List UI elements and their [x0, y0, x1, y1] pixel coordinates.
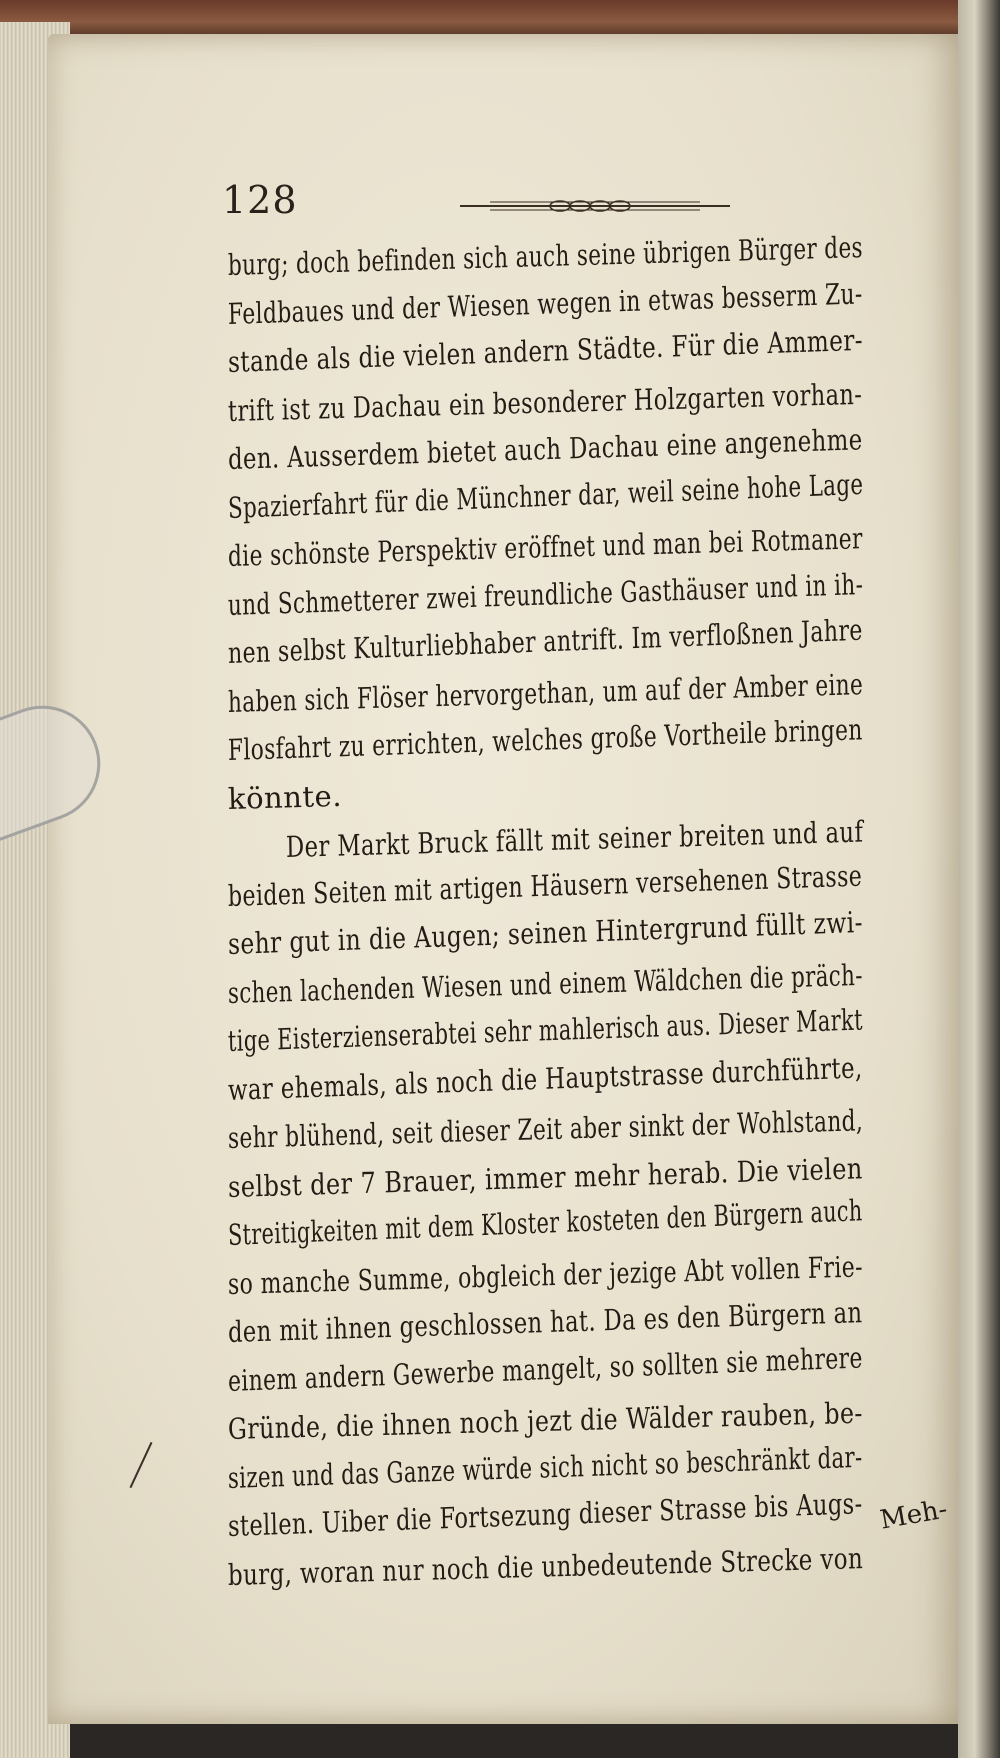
text-line: sehr gut in die Augen; seinen Hintergrund füllt zwi-: [227, 904, 864, 961]
text-line: sehr blühend, seit dieser Zeit aber sinkt der Wohlstand,: [227, 1103, 864, 1155]
text-line: den mit ihnen geschlossen hat. Da es den Bürgern an: [227, 1295, 863, 1349]
text-line: haben sich Flöser hervorgethan, um auf der Amber eine: [227, 666, 864, 719]
text-line: beiden Seiten mit artigen Häusern versehenen Strasse: [227, 858, 863, 913]
text-line: den. Ausserdem bietet auch Dachau eine angenehme: [227, 422, 863, 476]
text-line: Streitigkeiten mit dem Kloster kosteten den Bürgern auch: [227, 1193, 863, 1252]
text-line: sizen und das Ganze würde sich nicht so beschränkt dar-: [227, 1439, 863, 1495]
text-line: schen lachenden Wiesen und einem Wäldchen die präch-: [227, 957, 864, 1010]
text-line: selbst der 7 Brauer, immer mehr herab. Die vielen: [227, 1150, 864, 1204]
text-line: Spazierfahrt für die Münchner dar, weil seine hohe Lage: [227, 466, 864, 525]
text-line: die schönste Perspektiv eröffnet und man bei Rotmaner: [227, 521, 864, 573]
text-line: nen selbst Kulturliebhaber antrift. Im verfloßnen Jahre: [227, 612, 864, 670]
text-line: burg, woran nur noch die unbedeutende Strecke von: [227, 1540, 864, 1592]
text-line: stande als die vielen andern Städte. Für die Ammer-: [227, 322, 864, 379]
text-line: Flosfahrt zu errichten, welches große Vortheile bringen: [227, 712, 863, 767]
text-line: Gründe, die ihnen noch jezt die Wälder rauben, be-: [227, 1395, 864, 1446]
text-line: Feldbaues und der Wiesen wegen in etwas besserm Zu-: [227, 275, 863, 331]
text-line: einem andern Gewerbe mangelt, so sollten sie mehrere: [227, 1339, 864, 1398]
text-line: war ehemals, als noch die Hauptstrasse durchführte,: [227, 1049, 863, 1107]
text-line: trift ist zu Dachau ein besonderer Holzgarten vorhan-: [227, 376, 863, 428]
text-line: und Schmetterer zwei freundliche Gasthäuser und in ih-: [227, 566, 864, 622]
text-line: tige Eisterzienserabtei sehr mahlerisch aus. Dieser Markt: [227, 1002, 864, 1058]
header-ornament-rule: [460, 195, 730, 217]
text-line: burg; doch befinden sich auch seine übrigen Bürger des: [227, 230, 864, 282]
text-line: so manche Summe, obgleich der jezige Abt vollen Frie-: [227, 1248, 864, 1301]
book-gutter-right: [958, 0, 1000, 1758]
text-line: könnte.: [227, 778, 343, 816]
page-number: 128: [222, 178, 298, 222]
catchword: Meh-: [877, 1494, 950, 1536]
text-line: stellen. Uiber die Fortsezung dieser Strasse bis Augs-: [227, 1486, 863, 1543]
text-line: Der Markt Bruck fällt mit seiner breiten und auf: [285, 814, 864, 864]
